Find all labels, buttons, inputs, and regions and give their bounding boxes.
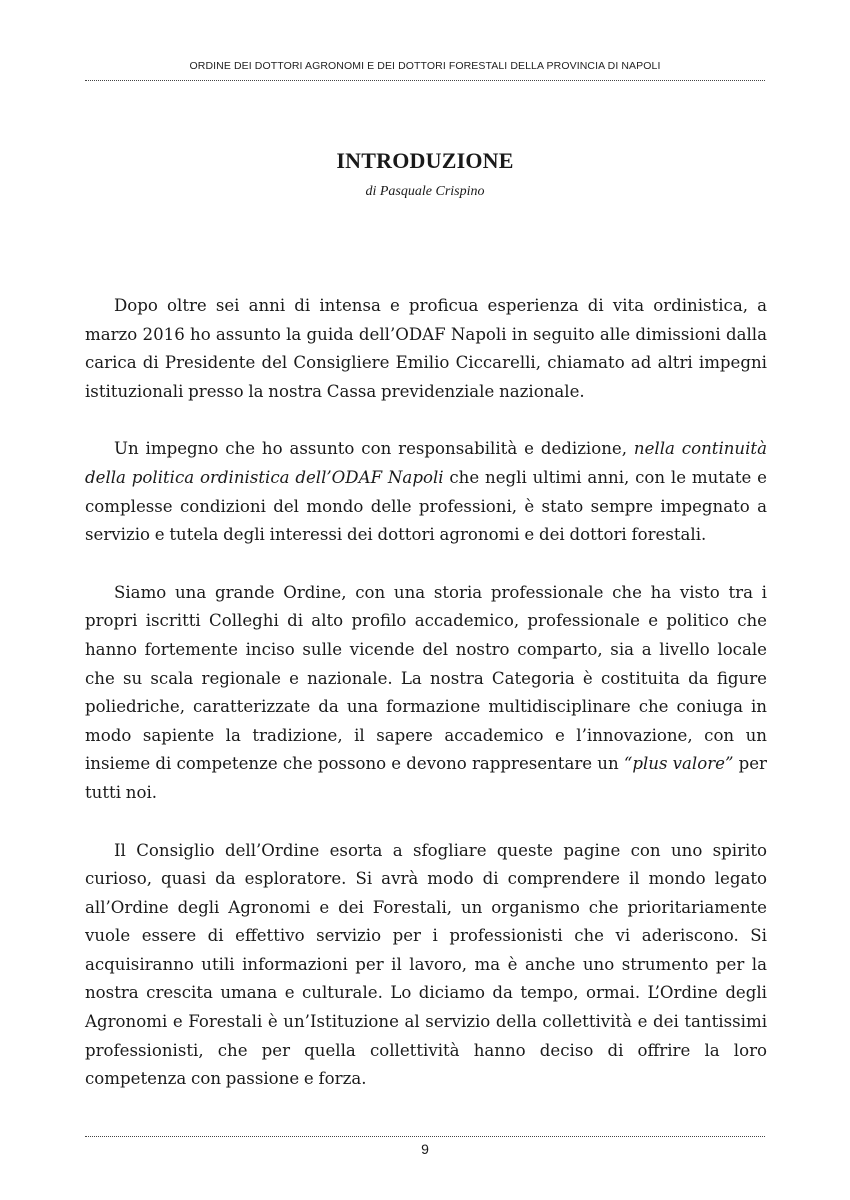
paragraph-2-text-a: Un impegno che ho assunto con responsabilità e dedizione,: [114, 439, 634, 459]
page-title: INTRODUZIONE: [336, 148, 514, 173]
author-byline: di Pasquale Crispino: [365, 184, 485, 199]
paragraph-1: Dopo oltre sei anni di intensa e proficua esperienza di vita ordinistica, a marzo 2016 ho assunto la guida dell’ODAF Napoli in seguito alle dimissioni dalla carica di Presidente del Consigliere Emilio Ciccarelli, chiamato ad altri impegni istituzionali presso la nostra Cassa previdenziale nazionale.: [85, 296, 767, 401]
paragraph-3-text-a: Siamo una grande Ordine, con una storia professionale che ha visto tra i propri iscritti Colleghi di alto profilo accademico, professionale e politico che hanno fortemente inciso sulle vicende del nostro comparto, sia a livello locale che su scala regionale e nazionale. La nostra Categoria è costituita da figure poliedriche, caratterizzate da una formazione multidisciplinare che coniuga in modo sapiente la tradizione, il sapere accademico e l’innovazione, con un insieme di competenze che possono e devono rappresentare un: [85, 582, 767, 774]
footer-divider: [85, 1136, 765, 1137]
page-number: 9: [421, 1141, 429, 1157]
paragraph-3: [85, 579, 767, 808]
article-body: [85, 292, 767, 1094]
paragraph-2-text-b: che negli ultimi anni, con le mutate e complesse condizioni del mondo delle professioni, è stato sempre impegnato a servizio e tutela degli interessi dei dottori agronomi e dei dottori forestali.: [85, 467, 767, 545]
running-header: ORDINE DEI DOTTORI AGRONOMI E DEI DOTTORI FORESTALI DELLA PROVINCIA DI NAPOLI: [189, 60, 661, 72]
paragraph-3-emphasis: “plus valore”: [623, 754, 734, 774]
paragraph-2-emphasis: nella continuità della politica ordinistica dell’ODAF Napoli: [85, 439, 767, 487]
header-divider: [85, 80, 765, 81]
paragraph-3-text-b: per tutti noi.: [85, 754, 767, 802]
paragraph-2: [85, 435, 767, 549]
paragraph-4: Il Consiglio dell’Ordine esorta a sfogliare queste pagine con uno spirito curioso, quasi da esploratore. Si avrà modo di comprendere il mondo legato all’Ordine degli Agronomi e dei Forestali, un organismo che prioritariamente vuole essere di effettivo servizio per i professionisti che vi aderiscono. Si acquisiranno utili informazioni per il lavoro, ma è anche uno strumento per la nostra crescita umana e culturale. Lo diciamo da tempo, ormai. L’Ordine degli Agronomi e Forestali è un’Istituzione al servizio della collettività e dei tantissimi professionisti, che per quella collettività hanno deciso di offrire la loro competenza con passione e forza.: [85, 840, 767, 1089]
